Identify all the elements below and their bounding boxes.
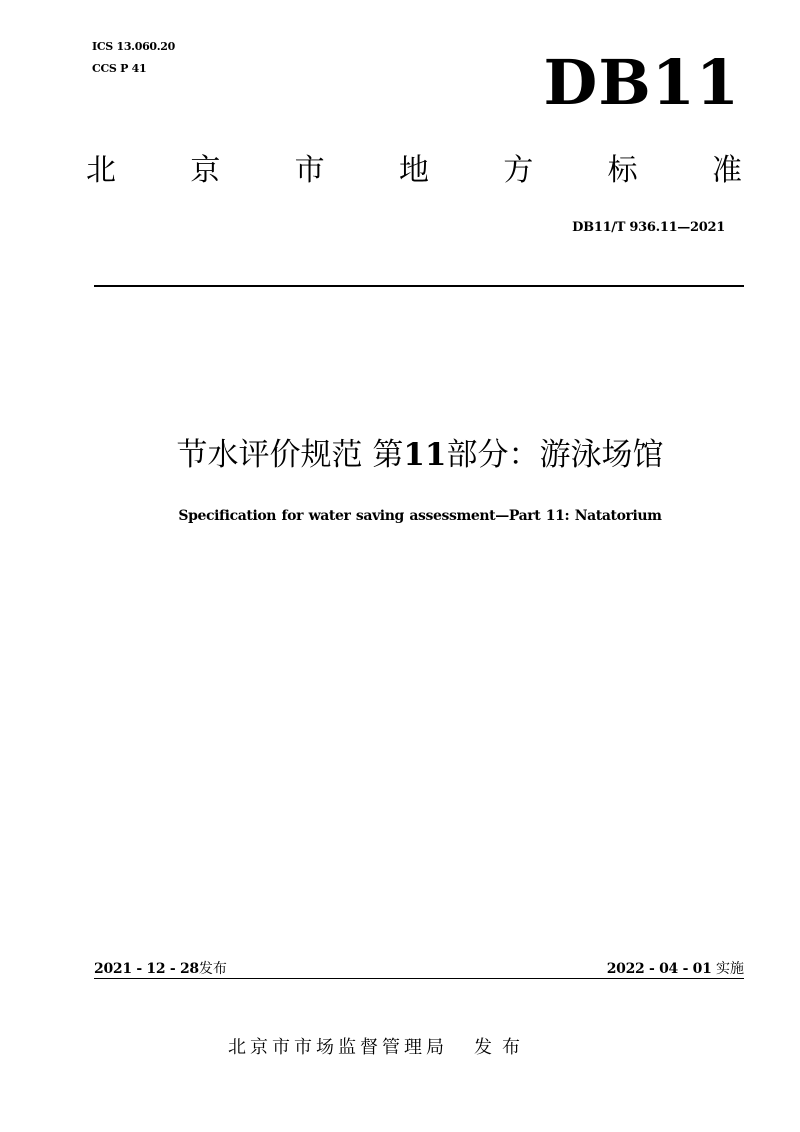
issue-label: 发布 [198,961,227,977]
publish-label: 发布 [474,1037,530,1058]
chinese-title [0,437,800,473]
top-divider [94,285,744,287]
publisher-line [228,1033,530,1059]
ics-code: ICS 13.060.20 [92,40,176,53]
issue-date-line [94,958,227,978]
implement-date-line [440,958,744,978]
issue-date: 2021 - 12 - 28 [94,961,199,977]
standard-type-heading [86,153,742,188]
title-part1: 节水评价规范 第 [176,437,404,473]
standard-type-char: 市 [294,153,325,188]
standard-type-char: 准 [711,153,742,188]
standard-type-char: 地 [398,153,429,188]
standard-type-char: 方 [503,153,534,188]
bottom-divider [94,978,744,979]
implement-label: 实施 [716,961,744,977]
ccs-code: CCS P 41 [92,62,147,75]
standard-type-char: 标 [607,153,638,188]
standard-number: DB11/T 936.11—2021 [572,220,725,235]
english-title: Specification for water saving assessment—Part 11: Natatorium [178,508,662,524]
implement-date: 2022 - 04 - 01 [606,961,712,977]
title-part-number: 11 [403,437,447,473]
standard-type-char: 北 [86,153,116,188]
title-part2: 部分：游泳场馆 [446,437,664,473]
db11-logo: DB11 [543,46,740,119]
standard-type-char: 京 [190,153,221,188]
publisher-name: 北京市市场监督管理局 [228,1037,448,1058]
